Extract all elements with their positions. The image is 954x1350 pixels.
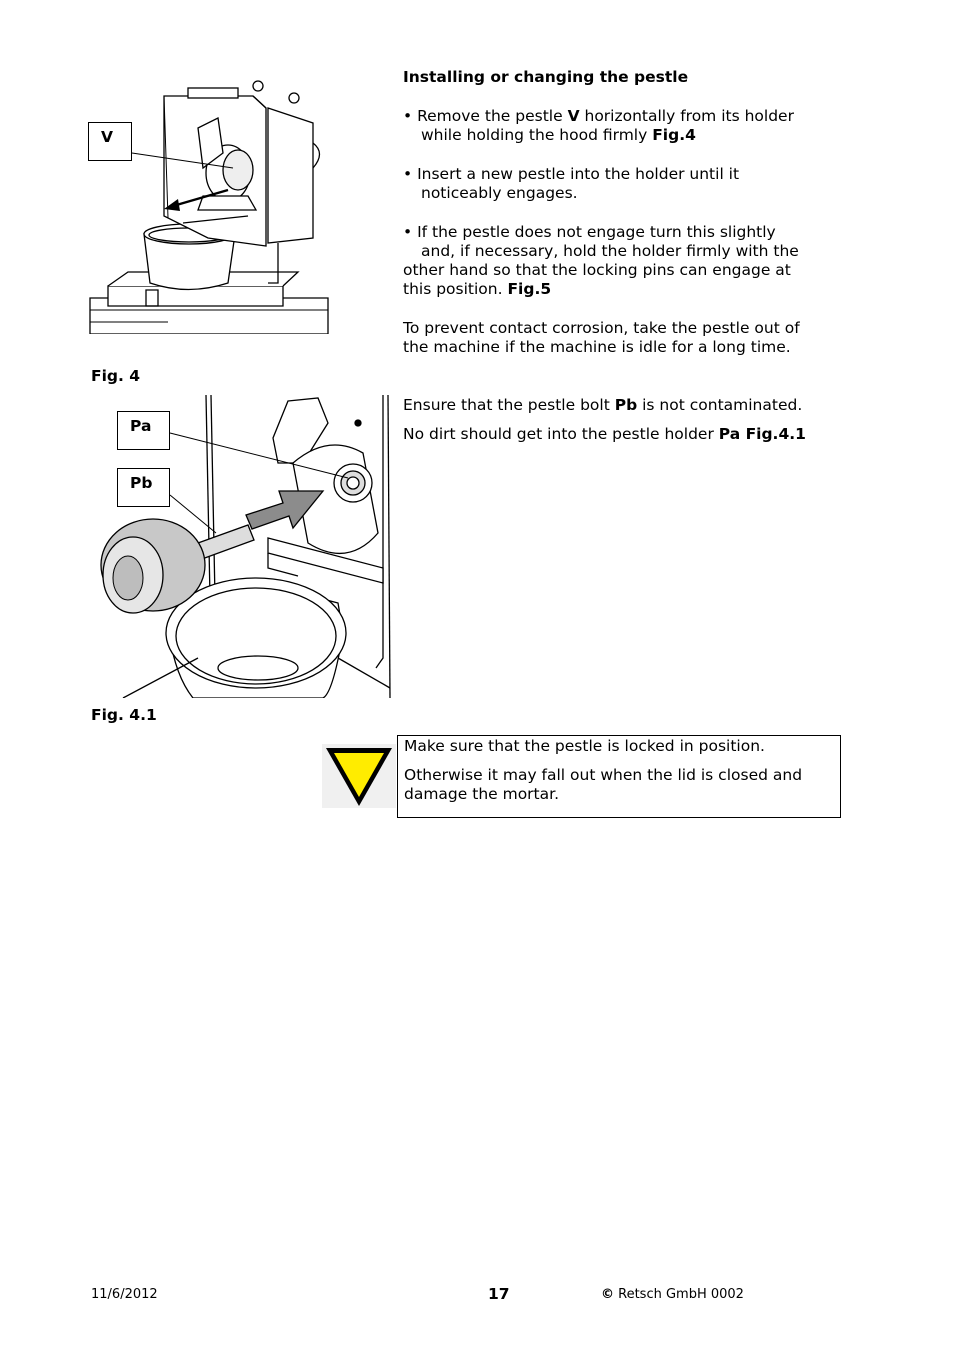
warning-triangle-icon	[322, 744, 396, 808]
footer-copyright	[601, 1287, 744, 1302]
bullet-engage	[403, 223, 833, 299]
fig4-illustration	[88, 78, 333, 334]
corrosion-note	[403, 319, 833, 357]
footer-company: Retsch GmbH 0002	[618, 1287, 744, 1302]
section-title: Installing or changing the pestle	[403, 68, 689, 86]
ref-fig5: Fig.5	[507, 280, 552, 298]
page-number: 17	[488, 1285, 510, 1303]
bullet-engage-line3: other hand so that the locking pins can engage at	[403, 261, 791, 279]
bullet-engage-line2: and, if necessary, hold the holder firmly with the	[421, 242, 799, 260]
ref-v: V	[567, 107, 580, 125]
bullet-remove	[403, 107, 833, 145]
ref-pb: Pb	[614, 396, 638, 414]
corrosion-line1: To prevent contact corrosion, take the pestle out of	[403, 319, 800, 337]
copyright-symbol: ©	[601, 1287, 614, 1302]
bolt-text: Ensure that the pestle bolt	[403, 396, 615, 414]
bullet-insert-line1: • Insert a new pestle into the holder until it	[403, 165, 740, 183]
label-v: V	[88, 122, 132, 161]
bolt-text-2: is not contaminated.	[637, 396, 803, 414]
label-pa: Pa	[117, 411, 170, 450]
warning-box	[397, 735, 841, 818]
bullet-engage-line4: this position.	[403, 280, 508, 298]
bullet-remove-text-2: horizontally from its holder	[579, 107, 794, 125]
warning-line1: Make sure that the pestle is locked in position.	[404, 737, 765, 755]
ref-fig4: Fig.4	[652, 126, 696, 144]
footer-date: 11/6/2012	[91, 1287, 158, 1302]
label-pb: Pb	[117, 468, 170, 507]
dirt-note	[403, 425, 833, 444]
bullet-insert-line2: noticeably engages.	[421, 184, 578, 202]
dirt-text: No dirt should get into the pestle holder	[403, 425, 719, 443]
bullet-engage-line1: • If the pestle does not engage turn this slightly	[403, 223, 776, 241]
bullet-remove-line2: while holding the hood firmly	[421, 126, 653, 144]
ref-pa-fig41: Pa Fig.4.1	[718, 425, 806, 443]
fig41-caption: Fig. 4.1	[91, 706, 157, 724]
bolt-note	[403, 396, 833, 415]
fig4-caption: Fig. 4	[91, 367, 141, 385]
bullet-remove-text: • Remove the pestle	[403, 107, 568, 125]
warning-line2: Otherwise it may fall out when the lid is closed and damage the mortar.	[404, 766, 803, 803]
corrosion-line2: the machine if the machine is idle for a long time.	[403, 338, 791, 356]
bullet-insert	[403, 165, 833, 203]
